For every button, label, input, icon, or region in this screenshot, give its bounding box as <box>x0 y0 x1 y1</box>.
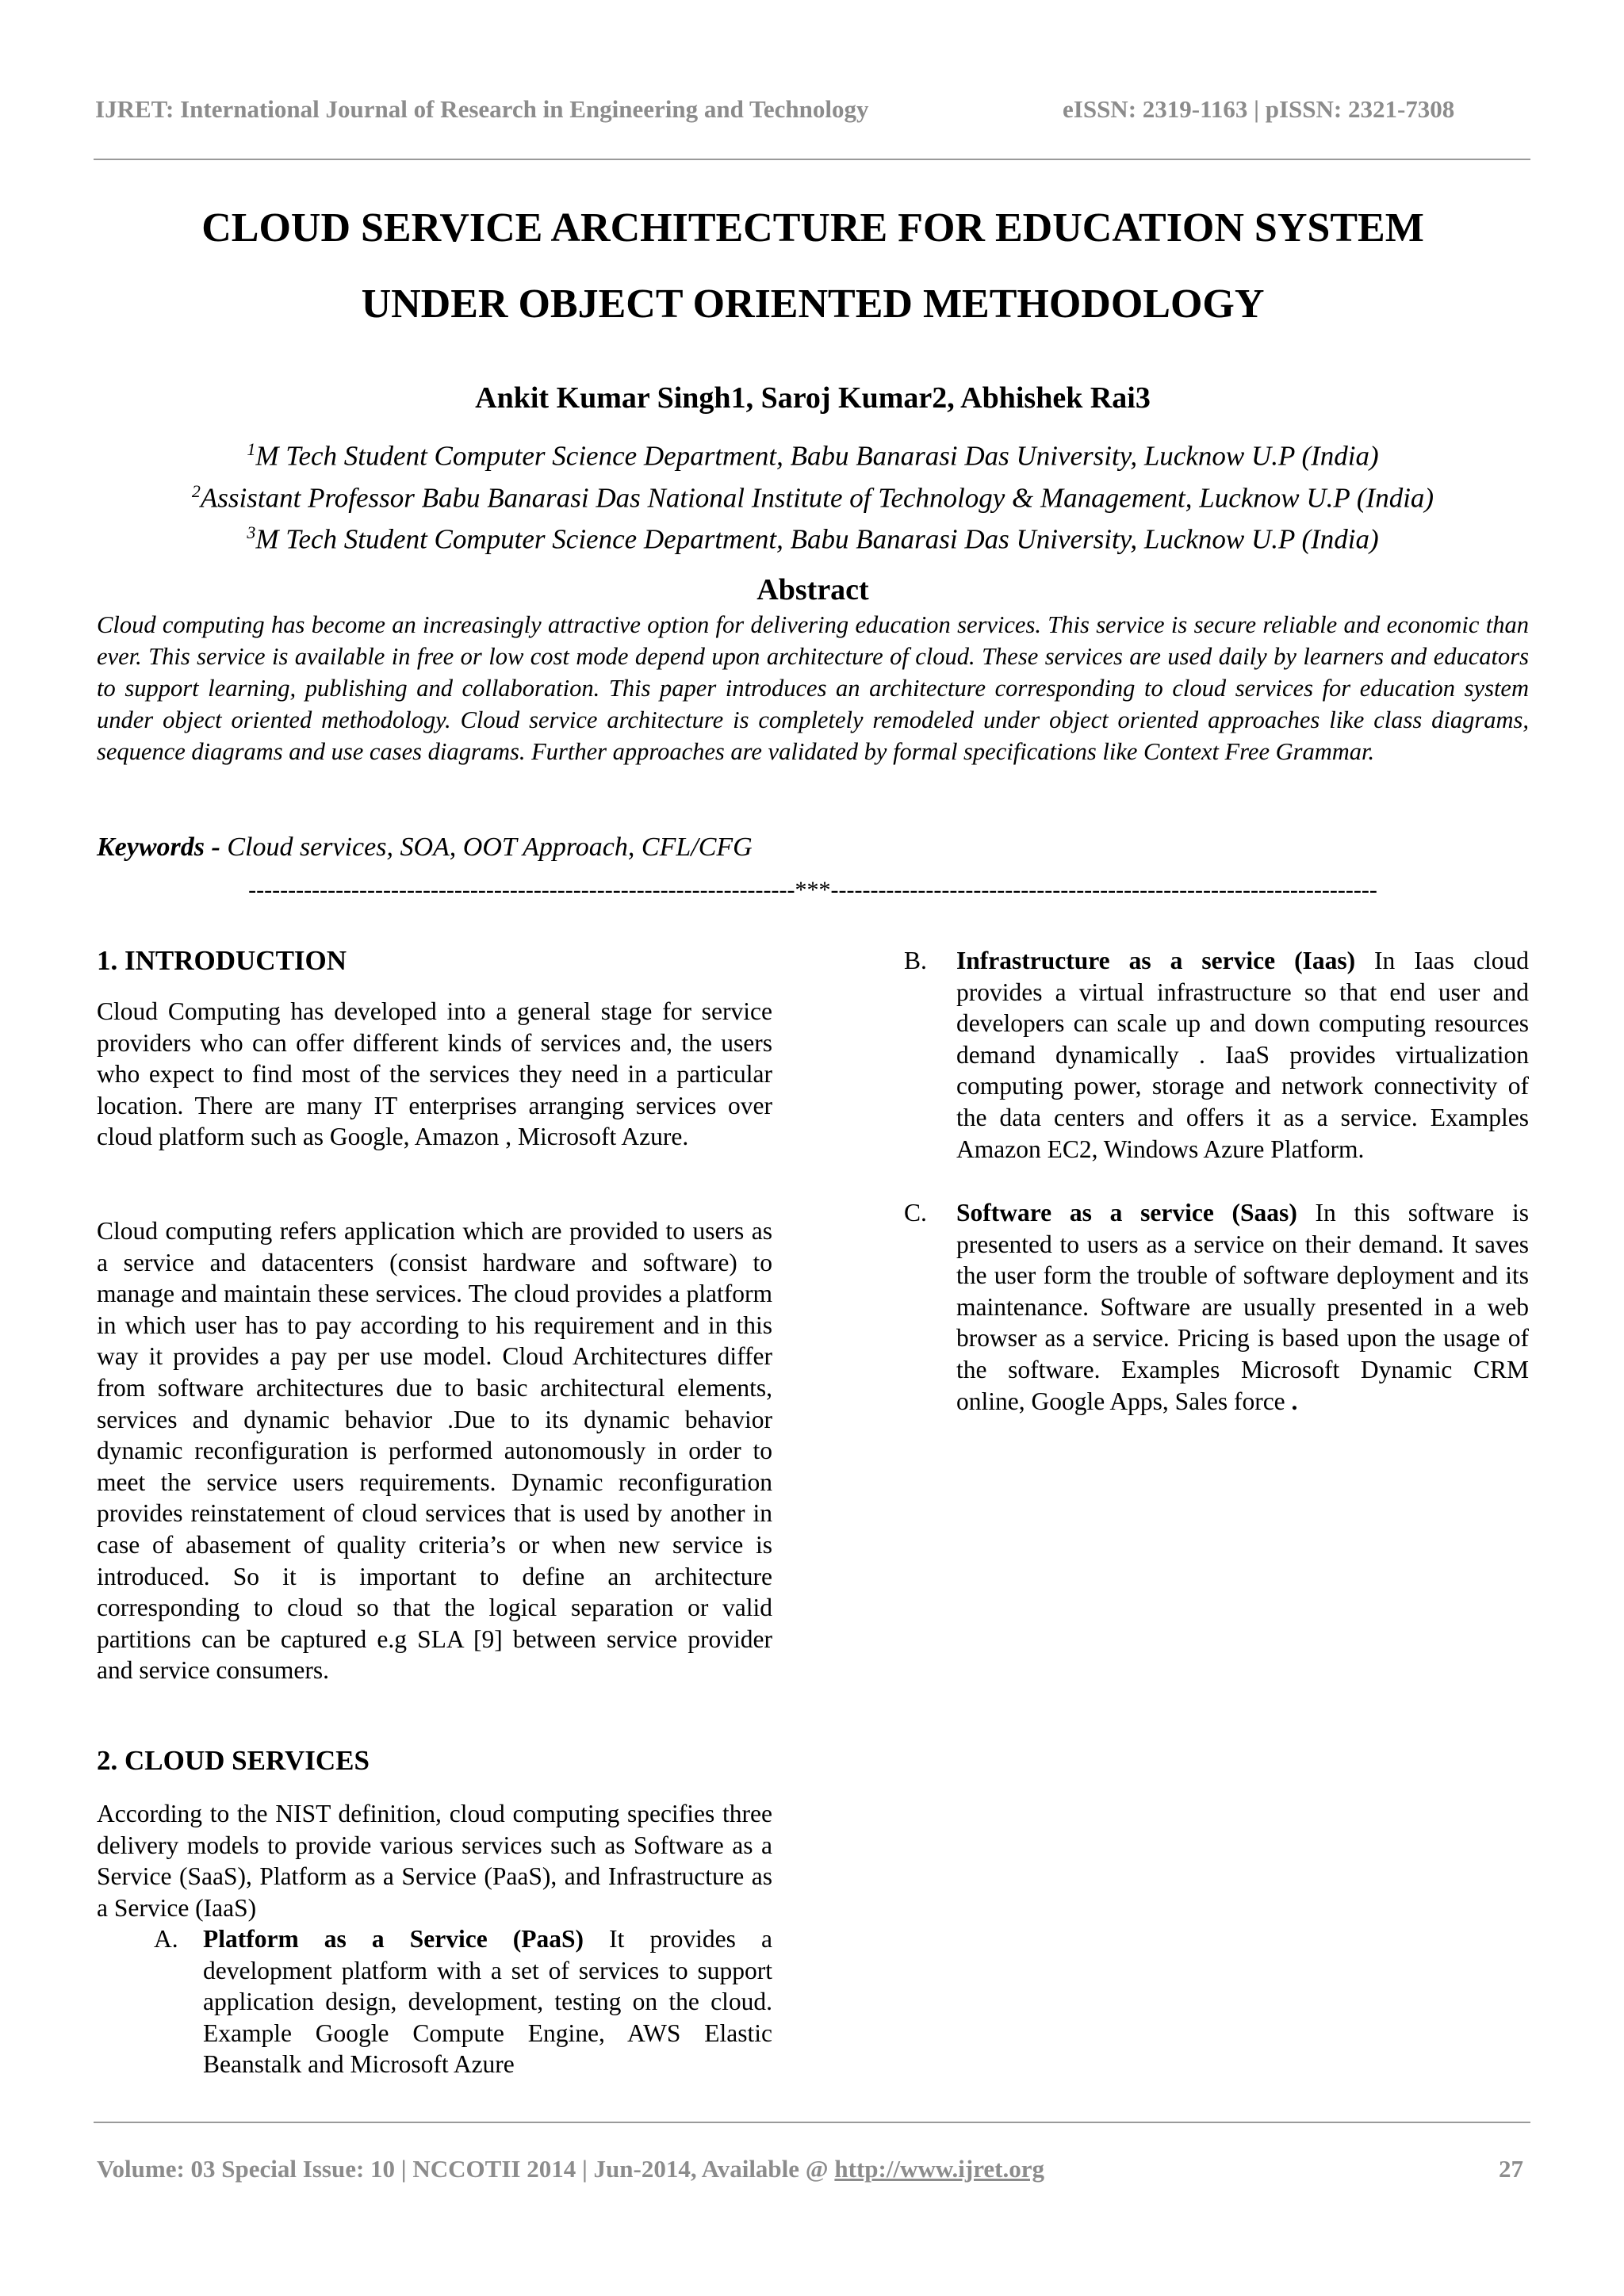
list-item-term: Software as a service (Saas) <box>956 1199 1297 1226</box>
affiliation-text: M Tech Student Computer Science Department, Babu Banarasi Das University, Lucknow U.P (India) <box>255 523 1379 555</box>
heading-text: 2. CLOUD SERVICES <box>97 1745 370 1776</box>
list-letter: A. <box>154 1925 178 1953</box>
journal-name: IJRET: International Journal of Research in Engineering and Technology <box>95 95 869 123</box>
list-letter: C. <box>904 1199 927 1226</box>
abstract-body: Cloud computing has become an increasingly attractive option for delivering education services. This service is secure reliable and economic than ever. This service is available in free or low cost mode depend upon architecture of cloud. These services are used daily by learners and educators to support learning, publishing and collaboration. This paper introduces an architecture corresponding to cloud services for education system under object oriented methodology. Cloud service architecture is completely remodeled under object oriented approaches like class diagrams, sequence diagrams and use cases diagrams. Further approaches are validated by formal specifications like Context Free Grammar. <box>97 611 1529 765</box>
keywords-label: Keywords - <box>97 832 220 862</box>
abstract-heading: Abstract <box>756 573 869 607</box>
footer-rule <box>94 2122 1530 2123</box>
list-item-body <box>956 1197 1529 1417</box>
title-line-1: CLOUD SERVICE ARCHITECTURE FOR EDUCATION SYSTEM <box>201 205 1424 251</box>
cloud-services-paragraph: According to the NIST definition, cloud computing specifies three delivery models to provide various services such as Software as a Service (SaaS), Platform as a Service (PaaS), and Infrastructure as a Service (IaaS) <box>97 1800 772 1922</box>
paper-title <box>111 190 1515 342</box>
affiliation-marker: 3 <box>247 522 256 543</box>
affiliation-2 <box>79 474 1546 516</box>
header-rule <box>94 159 1530 160</box>
affiliation-3 <box>79 515 1546 557</box>
list-item-body <box>203 1923 772 2080</box>
list-item-text: In Iaas cloud provides a virtual infrastructure so that end user and developers can scale up and down computing resources demand dynamically . IaaS provides virtualization computing power, storage and network connectivity of the data centers and offers it as a service. Examples Amazon EC2, Windows Azure Platform. <box>956 947 1529 1163</box>
list-item-term: Infrastructure as a service (Iaas) <box>956 947 1356 974</box>
affiliation-text: Assistant Professor Babu Banarasi Das National Institute of Technology & Management, Lucknow U.P (India) <box>200 482 1434 514</box>
issn-info: eISSN: 2319-1163 | pISSN: 2321-7308 <box>1063 95 1455 123</box>
list-item-tail: . <box>1285 1387 1298 1415</box>
keywords <box>97 832 753 863</box>
introduction-heading <box>97 945 772 978</box>
section-separator: ---------------------------------------------------------------------***--------------------------------------------------------------------- <box>248 877 1377 903</box>
list-item-body <box>956 945 1529 1165</box>
footer-volume-info: Volume: 03 Special Issue: 10 | NCCOTII 2014 | Jun-2014, Available @ <box>97 2155 835 2183</box>
author-list: Ankit Kumar Singh1, Saroj Kumar2, Abhishek Rai3 <box>475 381 1151 415</box>
affiliation-marker: 2 <box>191 480 201 501</box>
journal-website-link[interactable]: http://www.ijret.org <box>834 2155 1044 2183</box>
introduction-paragraph-1: Cloud Computing has developed into a general stage for service providers who can offer different kinds of services and, the users who expect to find most of the services they need in a particular location. There are many IT enterprises arranging services over cloud platform such as Google, Amazon , Microsoft Azure. <box>97 997 772 1151</box>
affiliation-1 <box>79 432 1546 474</box>
affiliation-text: M Tech Student Computer Science Department, Babu Banarasi Das University, Lucknow U.P (India) <box>255 440 1379 472</box>
list-item-term: Platform as a Service (PaaS) <box>203 1925 584 1953</box>
affiliation-marker: 1 <box>247 439 256 459</box>
list-item-text: In this software is presented to users as a service on their demand. It saves the user form the trouble of software deployment and its maintenance. Software are usually presented in a web browser as a service. Pricing is based upon the usage of the software. Examples Microsoft Dynamic CRM online, Google Apps, Sales force <box>956 1199 1529 1415</box>
keywords-text: Cloud services, SOA, OOT Approach, CFL/CFG <box>220 832 753 862</box>
list-item-paas <box>154 1923 772 2079</box>
list-letter: B. <box>904 947 927 974</box>
title-line-2: UNDER OBJECT ORIENTED METHODOLOGY <box>361 281 1265 327</box>
page-number: 27 <box>1499 2155 1523 2183</box>
heading-text: 1. INTRODUCTION <box>97 945 347 976</box>
list-item-text: It provides a development platform with a set of services to support application design, development, testing on the cloud. Example Google Compute Engine, AWS Elastic Beanstalk and Microsoft Azure <box>203 1925 772 2079</box>
introduction-paragraph-2: Cloud computing refers application which are provided to users as a service and datacenters (consist hardware and software) to manage and maintain these services. The cloud provides a platform in which user has to pay according to his requirement and in this way it provides a pay per use model. Cloud Architectures differ from software architectures due to basic architectural elements, services and dynamic behavior .Due to its dynamic behavior dynamic reconfiguration is performed autonomously in order to meet the service users requirements. Dynamic reconfiguration provides reinstatement of cloud services that is used by another in case of abasement of quality criteria’s or when new service is introduced. So it is important to define an architecture corresponding to cloud so that the logical separation or valid partitions can be captured e.g SLA [9] between service provider and service consumers. <box>97 1217 772 1685</box>
affiliations <box>79 432 1546 557</box>
footer-citation <box>97 2155 1044 2183</box>
cloud-services-heading <box>97 1745 772 1777</box>
